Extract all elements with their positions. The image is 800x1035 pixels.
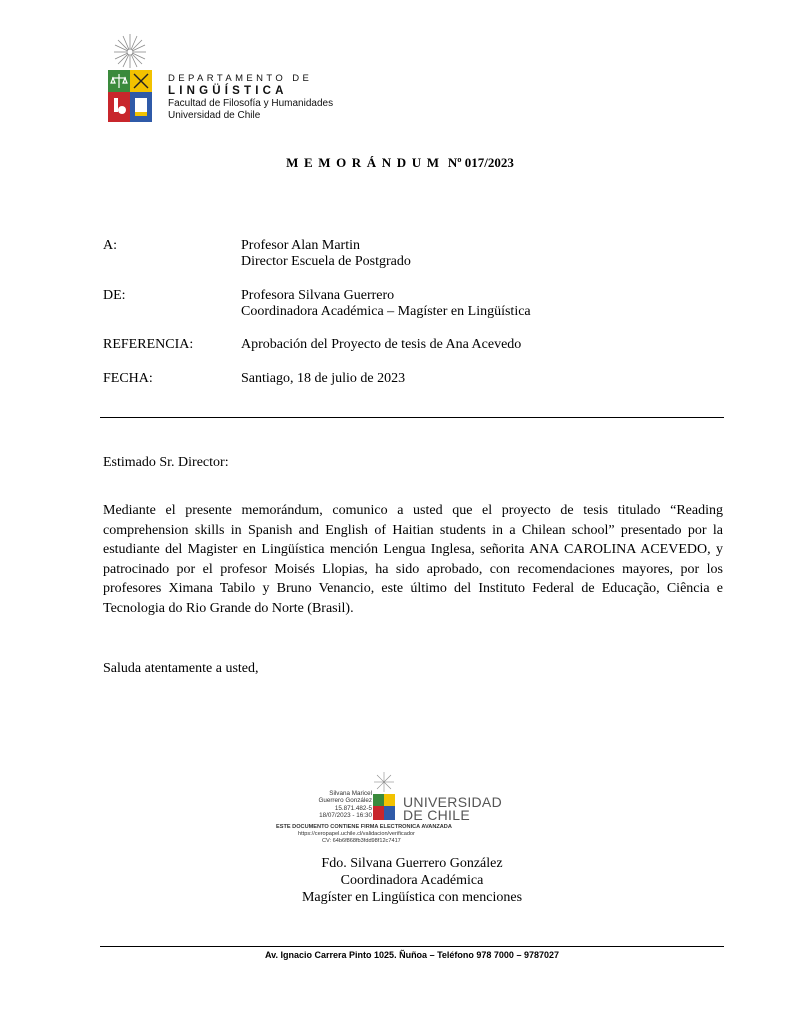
university-wordmark-line1: UNIVERSIDAD (403, 794, 502, 810)
to-value (241, 238, 411, 270)
memo-title (0, 155, 800, 171)
date-label: FECHA: (103, 371, 153, 386)
university-wordmark-line2: DE CHILE (403, 807, 470, 823)
reference-label: REFERENCIA: (103, 337, 194, 352)
from-value (241, 288, 531, 320)
university-name: Universidad de Chile (168, 109, 261, 121)
department-header (168, 73, 333, 121)
footer-divider (100, 946, 724, 947)
department-name: LINGÜÍSTICA (168, 85, 288, 97)
to-name: Profesor Alan Martin (241, 238, 360, 253)
university-wordmark (403, 796, 502, 822)
faculty-name: Facultad de Filosofía y Humanidades (168, 98, 334, 109)
footer-address: Av. Ignacio Carrera Pinto 1025. Ñuñoa – Teléfono 978 7000 – 9787027 (265, 950, 559, 960)
signature-notice (276, 824, 452, 845)
body-paragraph: Mediante el presente memorándum, comunico a usted que el proyecto de tesis titulado “Reading comprehension skills in Spanish and English of Haitian students in a Chilean school” presentado por la estudiante del Magister en Lingüística mención Lengua Inglesa, señorita ANA CAROLINA ACEVEDO, y patrocinado por el profesor Moisés Llopias, ha sido aprobado, con recomendaciones mayores, por los profesores Ximana Tabilo y Bruno Venancio, este último del Instituto Federal de Educação, Ciência e Tecnologia do Rio Grande do Norte (Brasil). (103, 503, 723, 616)
signature-id: 15.871.482-5 (334, 804, 372, 812)
from-label: DE: (103, 288, 126, 303)
to-label: A: (103, 238, 117, 253)
from-role: Coordinadora Académica – Magíster en Lingüística (241, 304, 531, 319)
university-logo (373, 772, 401, 822)
book-icon (135, 98, 147, 116)
university-star-icon (374, 772, 394, 792)
signature-name-line2: Guerrero González (318, 797, 372, 805)
from-name: Profesora Silvana Guerrero (241, 288, 395, 303)
header-divider (100, 417, 724, 418)
signature-name-line1: Silvana Maricel (329, 790, 372, 797)
reference-value: Aprobación del Proyecto de tesis de Ana Acevedo (241, 337, 522, 352)
date-value: Santiago, 18 de julio de 2023 (241, 371, 406, 386)
closing: Saluda atentamente a usted, (103, 661, 259, 676)
signer-program: Magíster en Lingüística con menciones (301, 890, 523, 905)
memo-number: Nº 017/2023 (447, 155, 514, 170)
greeting: Estimado Sr. Director: (103, 455, 229, 470)
department-logo (108, 34, 164, 126)
digital-signature-info (298, 790, 372, 820)
signature-timestamp: 18/07/2023 - 16:30 (319, 812, 372, 820)
signature-verify-url: https://ceropapel.uchile.cl/validacion/verificador (298, 831, 415, 837)
department-label: DEPARTAMENTO DE (168, 73, 313, 84)
memo-title-word: MEMORÁNDUM (286, 155, 445, 170)
signer-role: Coordinadora Académica (340, 873, 484, 888)
signature-verify-code: CV: 64b6f868fb3fdd98f12c7417 (322, 838, 401, 844)
signature-notice-text: ESTE DOCUMENTO CONTIENE FIRMA ELECTRONICA AVANZADA (276, 824, 452, 830)
signer-name: Fdo. Silvana Guerrero González (321, 856, 503, 871)
to-role: Director Escuela de Postgrado (241, 254, 411, 269)
signer-block (0, 855, 800, 906)
